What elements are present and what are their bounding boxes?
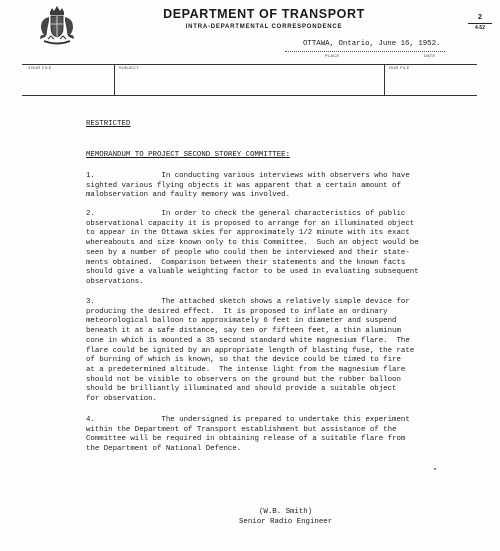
paragraph-line: whereabouts and size known only to this Committee. Such an object would be <box>86 239 419 248</box>
department-title: DEPARTMENT OF TRANSPORT <box>163 7 365 21</box>
paper-speck <box>434 468 436 470</box>
paragraph-line: seen by a number of people who could then be interviewed and their state- <box>86 248 410 257</box>
file-divider-left <box>114 64 115 95</box>
our-file-label: OUR FILE <box>389 66 410 70</box>
paragraph-line: within the Department of Transport establishment but assistance of the <box>86 425 397 434</box>
subject-label: SUBJECT <box>119 66 140 70</box>
paragraph-line: ments obtained. Comparison between their statements and the known facts <box>86 258 406 267</box>
paragraph-line: Committee will be required in obtaining release of a suitable flare from <box>86 435 406 444</box>
paragraph-line: In conducting various interviews with observers who have <box>161 172 410 180</box>
paragraph-line: meteorological balloon to approximately 6 feet in diameter and suspend <box>86 317 397 326</box>
paragraph-line: malobservation and faulty memory was involved. <box>86 191 291 200</box>
correspondence-subtitle: INTRA-DEPARTMENTAL CORRESPONDENCE <box>185 24 343 30</box>
form-number-value: 2 <box>478 14 482 21</box>
paragraph-line: producing the desired effect. It is proposed to inflate an ordinary <box>86 307 388 316</box>
paragraph-line: sighted various flying objects it was apparent that a certain amount of <box>86 181 401 190</box>
form-number <box>466 14 494 31</box>
paragraph-line: the Department of National Defence. <box>86 445 242 454</box>
paragraph-line: flare could be ignited by an appropriate length of blasting fuse, the rate <box>86 346 415 355</box>
classification: RESTRICTED <box>86 120 131 128</box>
paragraph-1 <box>86 172 466 201</box>
paragraph-number: 3. <box>86 298 95 306</box>
paragraph-line: of burning of which is known, so that the device could be timed to fire <box>86 356 401 365</box>
paragraph-line: The attached sketch shows a relatively simple device for <box>161 298 410 306</box>
signature-block <box>239 508 332 527</box>
memo-recipient: MEMORANDUM TO PROJECT SECOND STOREY COMMITTEE: <box>86 151 291 159</box>
paragraph-line: at a predetermined altitude. The intense light from the magnesium flare <box>86 365 406 374</box>
paragraph-number: 4. <box>86 416 95 424</box>
paragraph-line: The undersigned is prepared to undertake this experiment <box>161 416 410 424</box>
paragraph-line: beneath it at a safe distance, say ten or fifteen feet, a thin aluminum <box>86 327 401 336</box>
signatory-name: (W.B. Smith) <box>258 508 313 516</box>
paragraph-3 <box>86 298 466 405</box>
place-label: PLACE <box>325 54 340 58</box>
paragraph-line: should not be visible to observers on the ground but the rubber balloon <box>86 375 401 384</box>
paragraph-number: 1. <box>86 172 95 180</box>
paragraph-line: to appear in the Ottawa skies for approximately 1/2 minute with its exact <box>86 229 410 238</box>
paragraph-number: 2. <box>86 210 95 218</box>
place-date: OTTAWA, Ontario, June 16, 1952. <box>303 40 441 48</box>
signatory-title: Senior Radio Engineer <box>239 517 333 526</box>
paragraph-line: should be brilliantly illuminated and should provide a suitable object <box>86 385 397 394</box>
date-label: DATE <box>424 54 436 58</box>
paragraph-line: should give a valuable weighting factor to be used in evaluating subsequent <box>86 268 419 277</box>
file-divider-right <box>384 64 385 95</box>
paragraph-line: for observation. <box>86 395 157 404</box>
form-code: 4-52 <box>474 25 485 31</box>
paragraph-line: cone in which is mounted a 35 second standard white magnesium flare. The <box>86 336 410 345</box>
paragraph-line: observations. <box>86 277 144 286</box>
paragraph-2 <box>86 210 466 288</box>
paragraph-line: In order to check the general characteristics of public <box>161 210 406 218</box>
paragraph-line: observational capacity it is proposed to arrange for an illuminated object <box>86 219 415 228</box>
paragraph-4 <box>86 416 466 455</box>
form-number-rule <box>468 23 492 24</box>
your-file-label: YOUR FILE <box>28 66 52 70</box>
place-date-rule <box>285 51 445 52</box>
